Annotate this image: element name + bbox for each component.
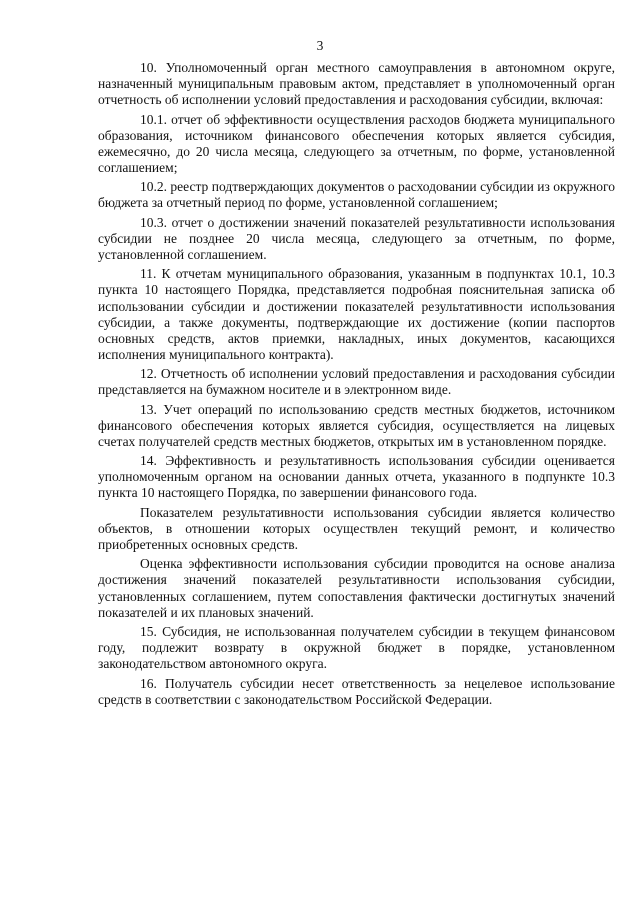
paragraph-10: 10. Уполномоченный орган местного самоуправления в автономном округе, назначенный муниципальным правовым актом, представляет в уполномоченный орган отчетность об исполнении условий предоставления и расходования субсидии, включая: <box>98 60 615 108</box>
paragraph-12: 12. Отчетность об исполнении условий предоставления и расходования субсидии представляется на бумажном носителе и в электронном виде. <box>98 366 615 398</box>
paragraph-14-evaluation: Оценка эффективности использования субсидии проводится на основе анализа достижения значений показателей результативности использования субсидии, установленных соглашением, путем сопоставления фактически достигнутых значений показателей и их плановых значений. <box>98 556 615 620</box>
page-number: 3 <box>316 38 324 53</box>
paragraph-10-3: 10.3. отчет о достижении значений показателей результативности использования субсидии не позднее 20 числа месяца, следующего за отчетным, по форме, установленной соглашением. <box>98 214 615 262</box>
paragraph-10-2: 10.2. реестр подтверждающих документов о расходовании субсидии из окружного бюджета за отчетный период по форме, установленной соглашением; <box>98 179 615 211</box>
document-body <box>98 60 615 711</box>
paragraph-14-indicator: Показателем результативности использования субсидии является количество объектов, в отношении которых осуществлен текущий ремонт, и количество приобретенных основных средств. <box>98 504 615 552</box>
paragraph-10-1: 10.1. отчет об эффективности осуществления расходов бюджета муниципального образования, источником финансового обеспечения которых является субсидия, ежемесячно, до 20 числа месяца, следующего за отчетным, по форме, установленной соглашением; <box>98 111 615 175</box>
paragraph-16: 16. Получатель субсидии несет ответственность за нецелевое использование средств в соответствии с законодательством Российской Федерации. <box>98 675 615 707</box>
paragraph-15: 15. Субсидия, не использованная получателем субсидии в текущем финансовом году, подлежит возврату в окружной бюджет в порядке, установленном законодательством автономного округа. <box>98 624 615 672</box>
paragraph-14: 14. Эффективность и результативность использования субсидии оценивается уполномоченным органом на основании данных отчета, указанного в подпункте 10.3 пункта 10 настоящего Порядка, по завершении финансового года. <box>98 453 615 501</box>
paragraph-13: 13. Учет операций по использованию средств местных бюджетов, источником финансового обеспечения которых является субсидия, осуществляется на лицевых счетах получателей средств местных бюджетов, открытых им в установленном порядке. <box>98 401 615 449</box>
paragraph-11: 11. К отчетам муниципального образования, указанным в подпунктах 10.1, 10.3 пункта 10 настоящего Порядка, представляется подробная пояснительная записка об использовании субсидии и достижении показателей результативности использования субсидии, а также документы, подтверждающие их достижение (копии паспортов основных средств, актов приемки, накладных, иных документов, касающихся исполнения муниципального контракта). <box>98 266 615 362</box>
